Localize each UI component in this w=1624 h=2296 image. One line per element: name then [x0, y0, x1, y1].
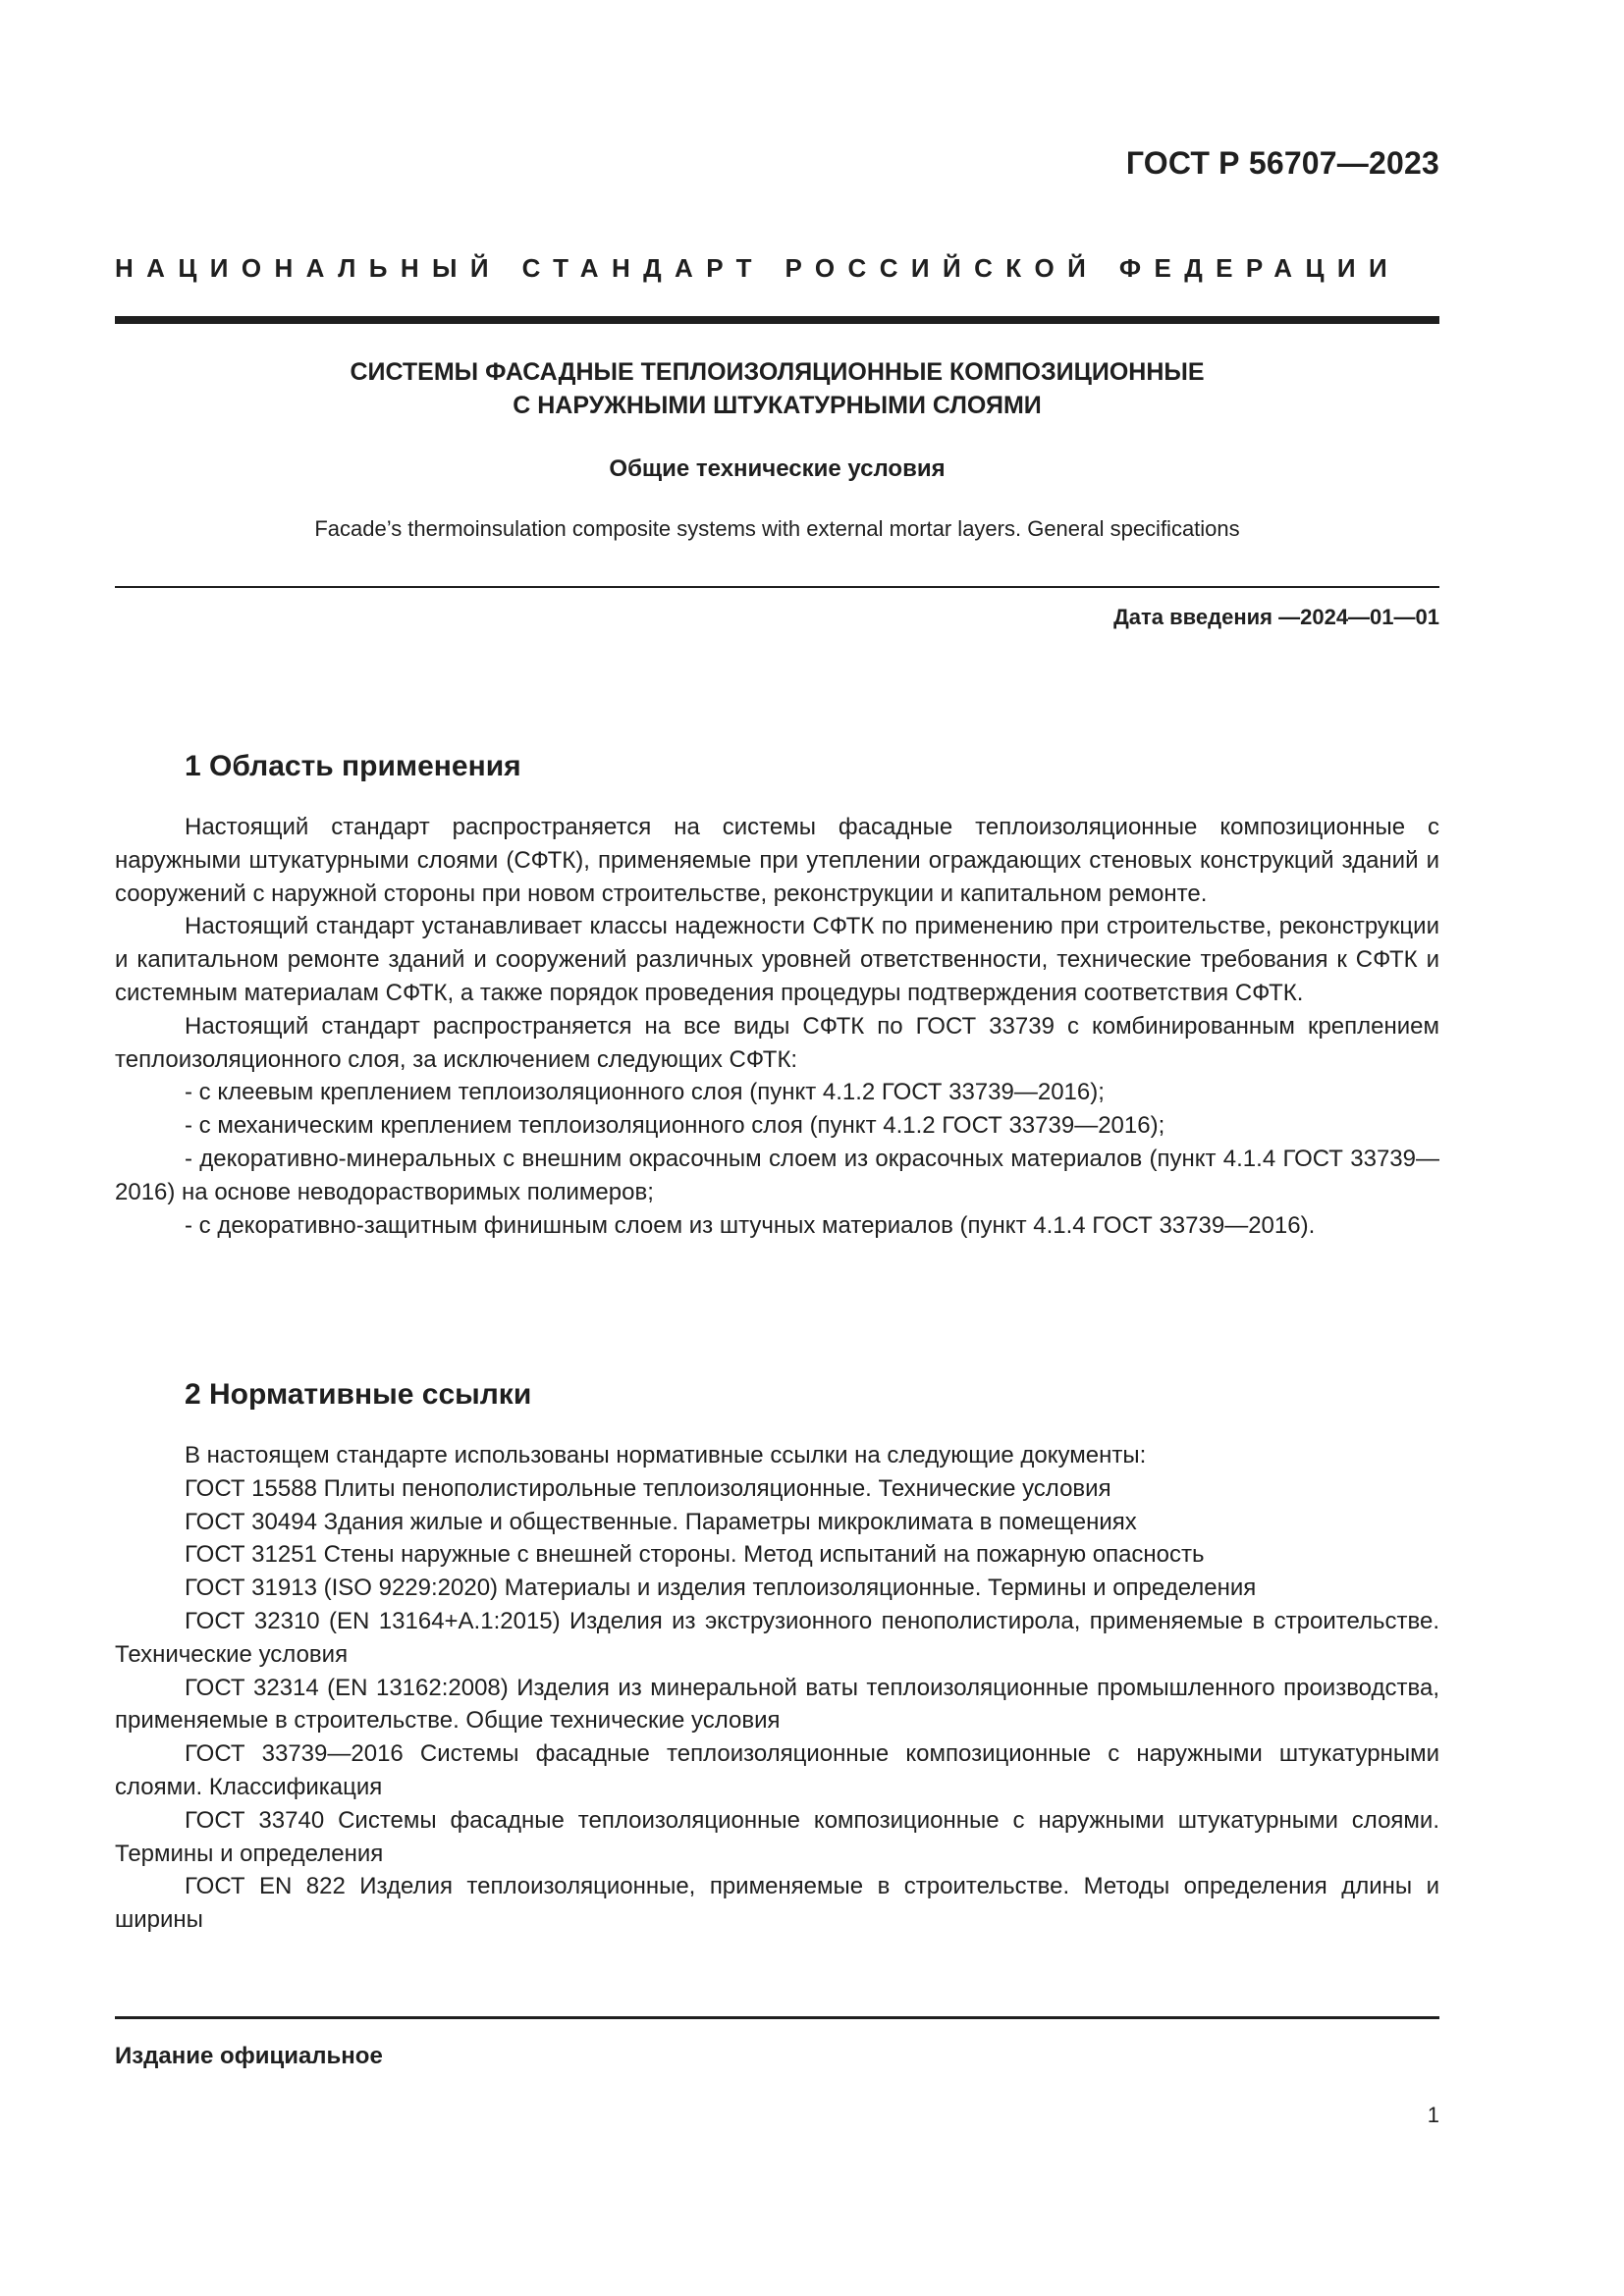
paragraph: В настоящем стандарте использованы нормативные ссылки на следующие документы:	[185, 1442, 1147, 1468]
title-line-2: С НАРУЖНЫМИ ШТУКАТУРНЫМИ СЛОЯМИ	[513, 392, 1042, 419]
header-rule	[115, 316, 1439, 324]
list-item: - с клеевым креплением теплоизоляционного слоя (пункт 4.1.2 ГОСТ 33739—2016);	[185, 1079, 1105, 1106]
paragraph: Настоящий стандарт устанавливает классы надежности СФТК по применению при строительстве, реконструкции и капитальном ремонте зданий и сооружений различных уровней ответственности, технические требования к СФТК и системным материалам СФТК, а также порядок проведения процедуры подтверждения соответствия СФТК.	[115, 913, 1439, 1006]
section-heading: 2 Нормативные ссылки	[185, 1378, 532, 1411]
title-rule	[115, 586, 1439, 588]
section-normative-references	[115, 1378, 1439, 1937]
reference-item: ГОСТ 33740 Системы фасадные теплоизоляционные композиционные с наружными штукатурными слоями. Термины и определения	[115, 1806, 1439, 1867]
standard-number: ГОСТ Р 56707—2023	[1125, 145, 1439, 181]
footer-rule	[115, 2016, 1439, 2019]
section-heading: 1 Область применения	[185, 750, 521, 782]
list-item: - с механическим креплением теплоизоляционного слоя (пункт 4.1.2 ГОСТ 33739—2016);	[185, 1112, 1165, 1140]
list-item: - декоративно-минеральных с внешним окрасочным слоем из окрасочных материалов (пункт 4.1.4 ГОСТ 33739—2016) на основе неводорастворимых полимеров;	[115, 1145, 1439, 1205]
english-title: Facade’s thermoinsulation composite systems with external mortar layers. General specifications	[314, 516, 1240, 541]
reference-item: ГОСТ 31913 (ISO 9229:2020) Материалы и изделия теплоизоляционные. Термины и определения	[185, 1575, 1257, 1602]
reference-item: ГОСТ 31251 Стены наружные с внешней стороны. Метод испытаний на пожарную опасность	[185, 1541, 1205, 1569]
document-subtitle: Общие технические условия	[609, 455, 946, 482]
reference-item: ГОСТ 30494 Здания жилые и общественные. Параметры микроклимата в помещениях	[185, 1508, 1137, 1535]
national-standard-banner: НАЦИОНАЛЬНЫЙ СТАНДАРТ РОССИЙСКОЙ ФЕДЕРАЦИИ	[115, 253, 1401, 283]
list-item: - с декоративно-защитным финишным слоем из штучных материалов (пункт 4.1.4 ГОСТ 33739—2016).	[185, 1211, 1316, 1239]
page-number: 1	[1427, 2103, 1439, 2127]
reference-item: ГОСТ 15588 Плиты пенополистирольные теплоизоляционные. Технические условия	[185, 1474, 1111, 1502]
paragraph: Настоящий стандарт распространяется на системы фасадные теплоизоляционные композиционные с наружными штукатурными слоями (СФТК), применяемые при утеплении ограждающих стеновых конструкций зданий и сооружений с наружной стороны при новом строительстве, реконструкции и капитальном ремонте.	[115, 814, 1439, 907]
reference-item: ГОСТ 33739—2016 Системы фасадные теплоизоляционные композиционные с наружными штукатурными слоями. Классификация	[115, 1740, 1439, 1800]
official-edition-label: Издание официальное	[115, 2043, 383, 2069]
section-scope	[115, 750, 1439, 1242]
document-title	[115, 355, 1439, 422]
reference-item: ГОСТ EN 822 Изделия теплоизоляционные, применяемые в строительстве. Методы определения длины и ширины	[115, 1873, 1439, 1934]
paragraph: Настоящий стандарт распространяется на все виды СФТК по ГОСТ 33739 с комбинированным креплением теплоизоляционного слоя, за исключением следующих СФТК:	[115, 1012, 1439, 1073]
introduction-date: Дата введения —2024—01—01	[1113, 605, 1439, 629]
title-line-1: СИСТЕМЫ ФАСАДНЫЕ ТЕПЛОИЗОЛЯЦИОННЫЕ КОМПОЗИЦИОННЫЕ	[350, 358, 1205, 386]
section-body	[115, 1439, 1439, 1937]
section-body	[115, 811, 1439, 1242]
reference-item: ГОСТ 32314 (EN 13162:2008) Изделия из минеральной ваты теплоизоляционные промышленного производства, применяемые в строительстве. Общие технические условия	[115, 1674, 1439, 1735]
reference-item: ГОСТ 32310 (EN 13164+A.1:2015) Изделия из экструзионного пенополистирола, применяемые в строительстве. Технические условия	[115, 1607, 1439, 1668]
